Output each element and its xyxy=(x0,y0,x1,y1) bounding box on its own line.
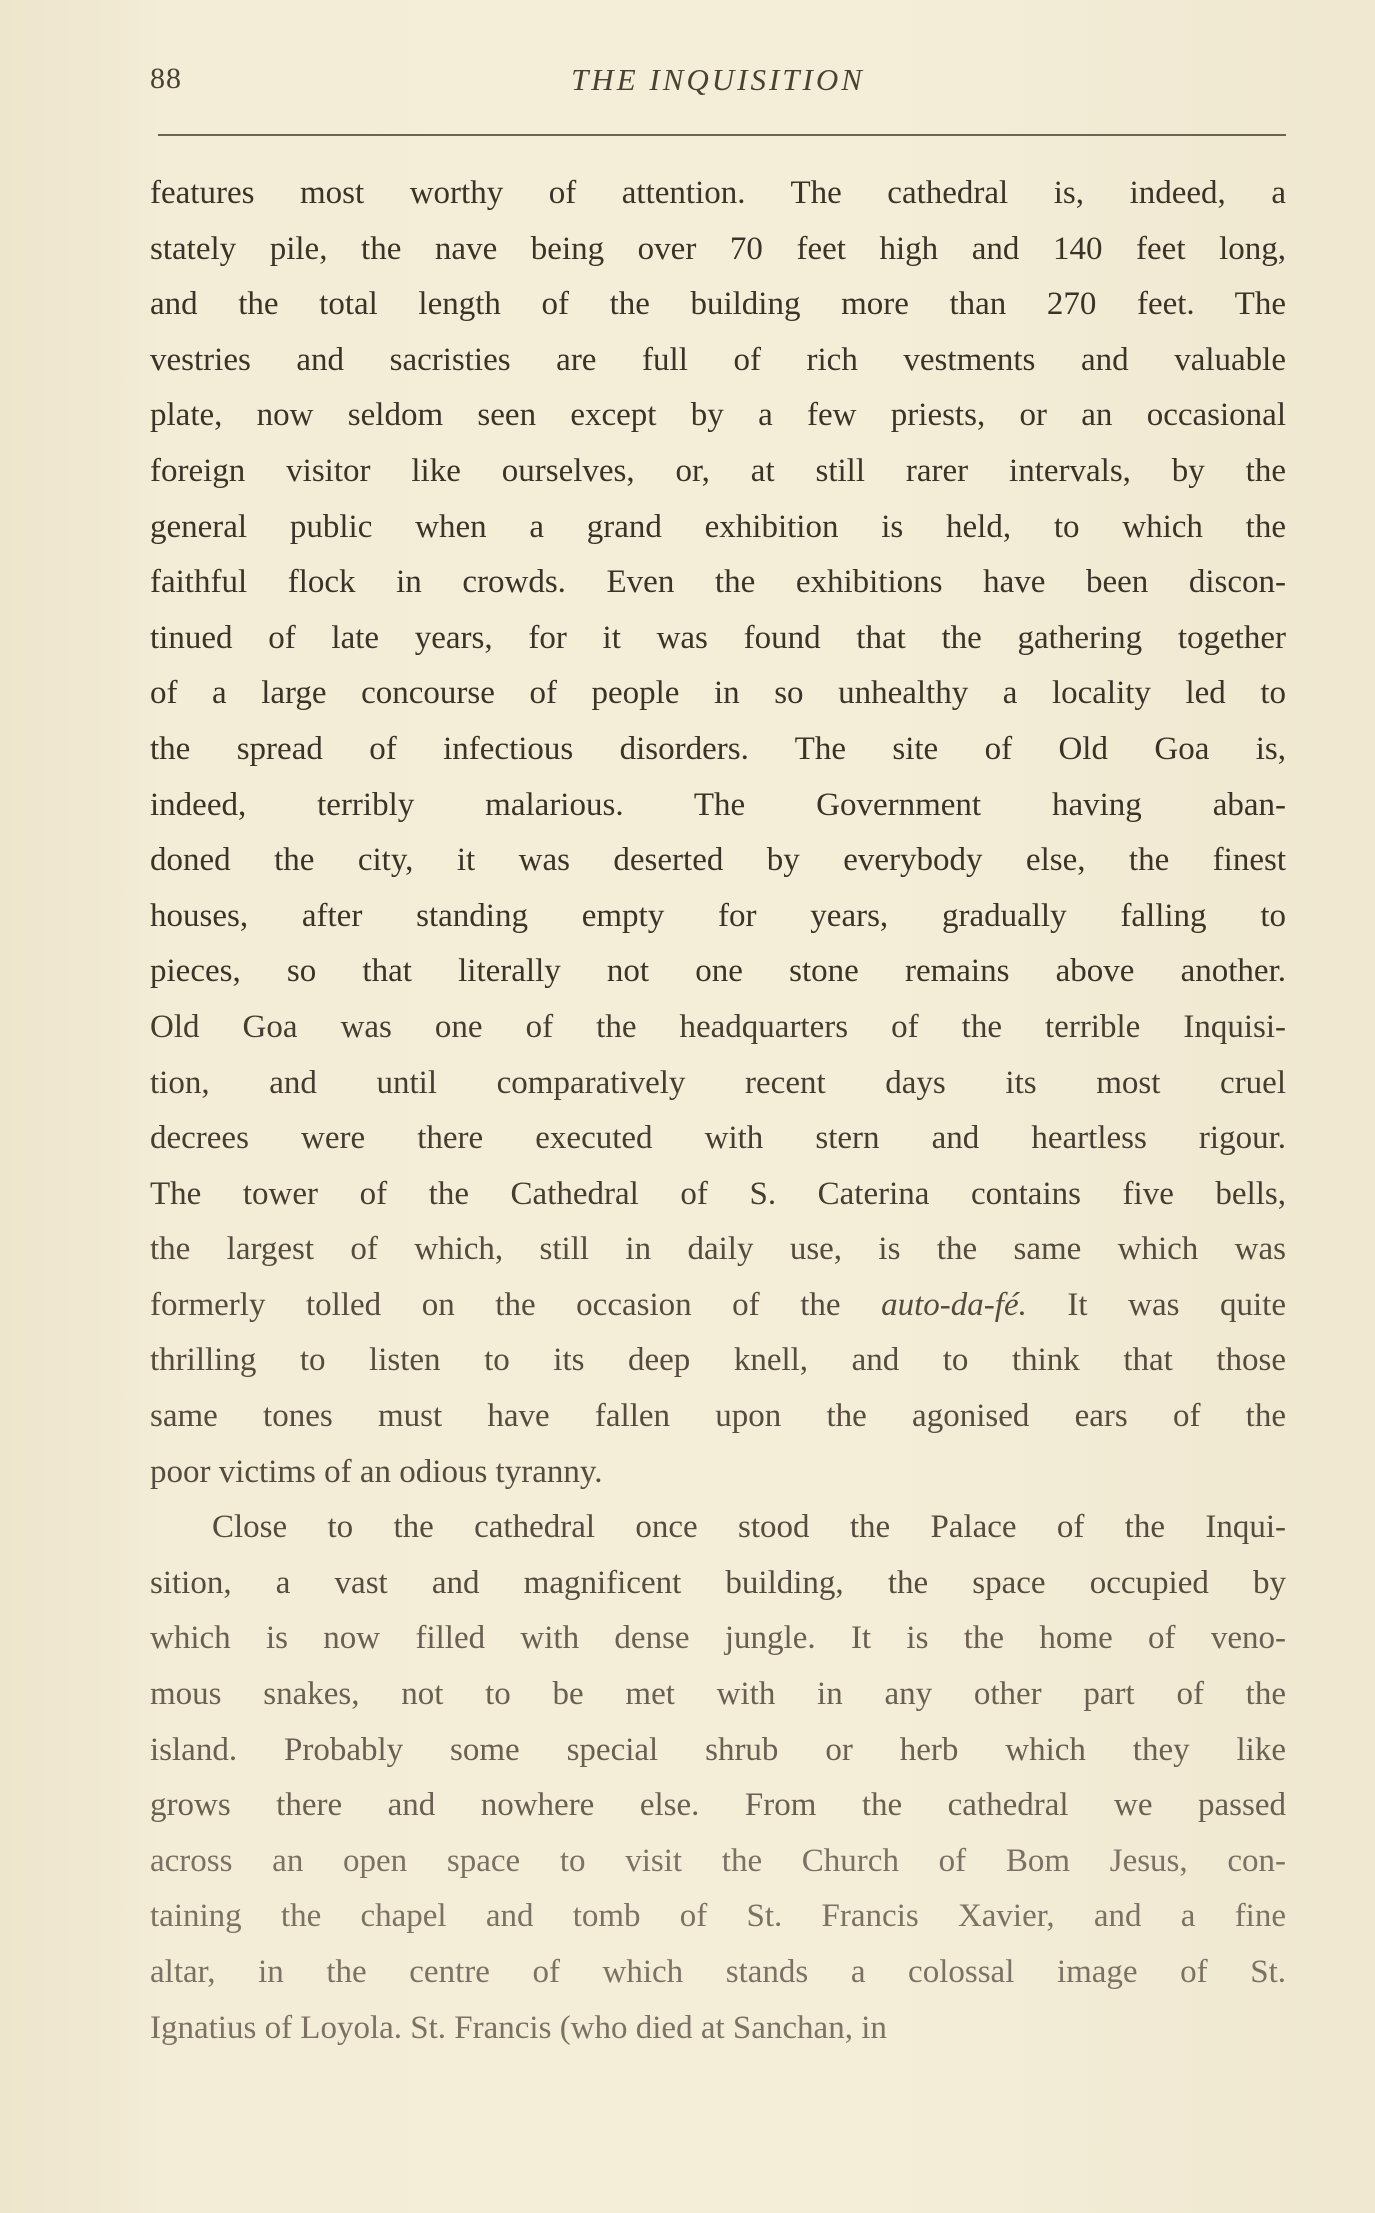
text-line: indeed, terribly malarious. The Government having aban- xyxy=(150,786,1286,823)
text-segment: It was quite xyxy=(1026,1286,1286,1323)
text-line: the largest of which, still in daily use, is the same which was xyxy=(150,1231,1286,1268)
text-line: the spread of infectious disorders. The site of Old Goa is, xyxy=(150,730,1286,767)
page-header xyxy=(150,58,1286,108)
running-title: THE INQUISITION xyxy=(571,62,865,97)
text-line xyxy=(150,1278,1286,1334)
text-line: island. Probably some special shrub or herb which they like xyxy=(150,1731,1286,1768)
text-line: plate, now seldom seen except by a few priests, or an occasional xyxy=(150,397,1286,434)
text-line: stately pile, the nave being over 70 feet high and 140 feet long, xyxy=(150,230,1286,267)
text-line: grows there and nowhere else. From the cathedral we passed xyxy=(150,1787,1286,1824)
text-line: of a large concourse of people in so unhealthy a locality led to xyxy=(150,675,1286,712)
page-number: 88 xyxy=(150,62,182,95)
text-line: tion, and until comparatively recent days its most cruel xyxy=(150,1064,1286,1101)
text-line: vestries and sacristies are full of rich vestments and valuable xyxy=(150,341,1286,378)
text-line: altar, in the centre of which stands a colossal image of St. xyxy=(150,1954,1286,1990)
text-line: tinued of late years, for it was found that the gathering together xyxy=(150,619,1286,656)
text-line: faithful flock in crowds. Even the exhibitions have been discon- xyxy=(150,564,1286,601)
text-line: features most worthy of attention. The cathedral is, indeed, a xyxy=(150,175,1286,211)
text-line: The tower of the Cathedral of S. Caterina contains five bells, xyxy=(150,1175,1286,1212)
text-line: thrilling to listen to its deep knell, and to think that those xyxy=(150,1342,1286,1379)
text-segment: formerly tolled on the occasion of the xyxy=(150,1286,882,1323)
text-line: which is now filled with dense jungle. It is the home of veno- xyxy=(150,1620,1286,1657)
text-line: and the total length of the building more than 270 feet. The xyxy=(150,286,1286,323)
text-line: foreign visitor like ourselves, or, at still rarer intervals, by the xyxy=(150,452,1286,489)
body-text xyxy=(150,166,1286,2056)
text-line: mous snakes, not to be met with in any other part of the xyxy=(150,1676,1286,1713)
text-line: sition, a vast and magnificent building, the space occupied by xyxy=(150,1564,1286,1601)
text-line: houses, after standing empty for years, gradually falling to xyxy=(150,897,1286,934)
header-rule xyxy=(158,134,1286,136)
text-line: Old Goa was one of the headquarters of the terrible Inquisi- xyxy=(150,1008,1286,1045)
text-line: doned the city, it was deserted by everybody else, the finest xyxy=(150,842,1286,879)
text-line: taining the chapel and tomb of St. Francis Xavier, and a fine xyxy=(150,1898,1286,1935)
text-line: decrees were there executed with stern and heartless rigour. xyxy=(150,1120,1286,1157)
italic-term: auto-da-fé. xyxy=(881,1286,1027,1323)
text-line: across an open space to visit the Church of Bom Jesus, con- xyxy=(150,1842,1286,1879)
text-line: Close to the cathedral once stood the Palace of the Inqui- xyxy=(212,1509,1286,1546)
text-line: Ignatius of Loyola. St. Francis (who died at Sanchan, in xyxy=(150,2009,887,2046)
text-line: general public when a grand exhibition is held, to which the xyxy=(150,508,1286,545)
text-line: same tones must have fallen upon the agonised ears of the xyxy=(150,1398,1286,1435)
text-line: poor victims of an odious tyranny. xyxy=(150,1453,603,1490)
text-line: pieces, so that literally not one stone remains above another. xyxy=(150,953,1286,990)
